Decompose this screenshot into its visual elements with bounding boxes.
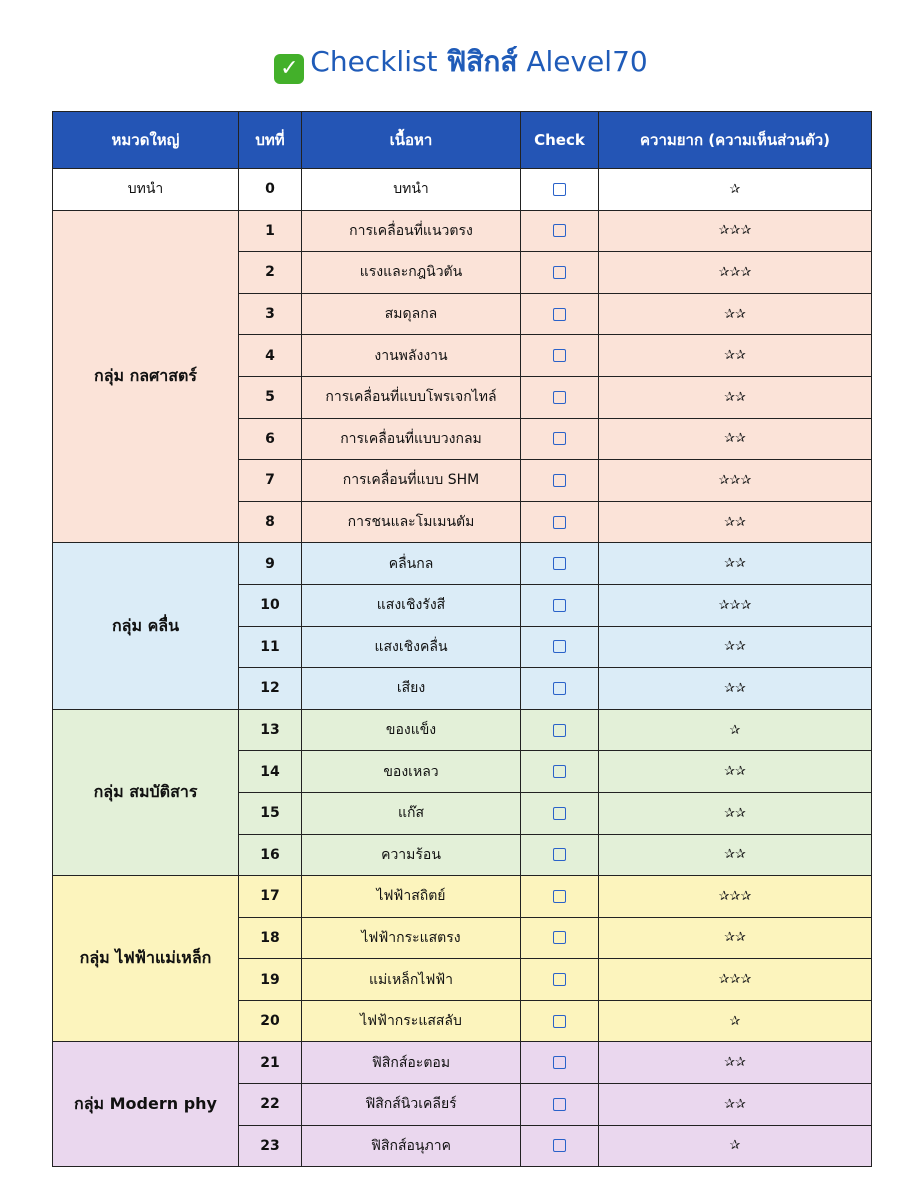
topic-name: บทนำ — [302, 169, 521, 211]
check-cell — [521, 834, 599, 876]
title-suffix: Alevel70 — [526, 45, 648, 78]
topic-name: การเคลื่อนที่แบบ SHM — [302, 460, 521, 502]
checkbox[interactable] — [553, 224, 566, 237]
chapter-number: 14 — [239, 751, 302, 793]
difficulty-stars: ✰✰ — [599, 293, 872, 335]
check-cell — [521, 293, 599, 335]
difficulty-stars: ✰✰✰ — [599, 460, 872, 502]
header-content: เนื้อหา — [302, 112, 521, 169]
chapter-number: 1 — [239, 210, 302, 252]
topic-name: สมดุลกล — [302, 293, 521, 335]
checkbox[interactable] — [553, 1015, 566, 1028]
check-mark-icon: ✓ — [274, 54, 304, 84]
table-row — [53, 169, 872, 211]
topic-name: แรงและกฎนิวตัน — [302, 252, 521, 294]
difficulty-stars: ✰ — [599, 169, 872, 211]
chapter-number: 15 — [239, 792, 302, 834]
check-cell — [521, 959, 599, 1001]
chapter-number: 18 — [239, 917, 302, 959]
check-cell — [521, 210, 599, 252]
group-name: กลุ่ม กลศาสตร์ — [53, 210, 239, 543]
chapter-number: 21 — [239, 1042, 302, 1084]
check-cell — [521, 418, 599, 460]
chapter-number: 23 — [239, 1125, 302, 1167]
topic-name: ความร้อน — [302, 834, 521, 876]
topic-name: แสงเชิงรังสี — [302, 584, 521, 626]
topic-name: ไฟฟ้ากระแสตรง — [302, 917, 521, 959]
difficulty-stars: ✰✰ — [599, 917, 872, 959]
check-cell — [521, 1125, 599, 1167]
topic-name: การเคลื่อนที่แนวตรง — [302, 210, 521, 252]
chapter-number: 20 — [239, 1000, 302, 1042]
difficulty-stars: ✰✰✰ — [599, 210, 872, 252]
difficulty-stars: ✰✰ — [599, 751, 872, 793]
chapter-number: 0 — [239, 169, 302, 211]
checkbox[interactable] — [553, 183, 566, 196]
checkbox[interactable] — [553, 765, 566, 778]
table-row — [53, 210, 872, 252]
chapter-number: 13 — [239, 709, 302, 751]
difficulty-stars: ✰✰ — [599, 376, 872, 418]
difficulty-stars: ✰ — [599, 709, 872, 751]
difficulty-stars: ✰✰ — [599, 792, 872, 834]
checkbox[interactable] — [553, 682, 566, 695]
difficulty-stars: ✰✰ — [599, 1042, 872, 1084]
chapter-number: 12 — [239, 668, 302, 710]
check-cell — [521, 668, 599, 710]
topic-name: แก๊ส — [302, 792, 521, 834]
difficulty-stars: ✰✰ — [599, 626, 872, 668]
check-cell — [521, 1042, 599, 1084]
checkbox[interactable] — [553, 1139, 566, 1152]
check-cell — [521, 751, 599, 793]
check-cell — [521, 1084, 599, 1126]
checkbox[interactable] — [553, 1056, 566, 1069]
chapter-number: 10 — [239, 584, 302, 626]
check-cell — [521, 543, 599, 585]
checkbox[interactable] — [553, 931, 566, 944]
header-difficulty: ความยาก (ความเห็นส่วนตัว) — [599, 112, 872, 169]
chapter-number: 19 — [239, 959, 302, 1001]
checkbox[interactable] — [553, 640, 566, 653]
table-body — [53, 169, 872, 1167]
checkbox[interactable] — [553, 890, 566, 903]
checkbox[interactable] — [553, 308, 566, 321]
difficulty-stars: ✰✰ — [599, 501, 872, 543]
chapter-number: 7 — [239, 460, 302, 502]
table-row — [53, 876, 872, 918]
checkbox[interactable] — [553, 516, 566, 529]
checkbox[interactable] — [553, 1098, 566, 1111]
check-cell — [521, 376, 599, 418]
topic-name: ฟิสิกส์อะตอม — [302, 1042, 521, 1084]
chapter-number: 17 — [239, 876, 302, 918]
topic-name: งานพลังงาน — [302, 335, 521, 377]
difficulty-stars: ✰✰✰ — [599, 252, 872, 294]
topic-name: การเคลื่อนที่แบบโพรเจกไทล์ — [302, 376, 521, 418]
checkbox[interactable] — [553, 848, 566, 861]
checkbox[interactable] — [553, 432, 566, 445]
chapter-number: 11 — [239, 626, 302, 668]
title-prefix: Checklist — [310, 45, 438, 78]
header-check: Check — [521, 112, 599, 169]
chapter-number: 5 — [239, 376, 302, 418]
difficulty-stars: ✰✰ — [599, 543, 872, 585]
topic-name: ของเหลว — [302, 751, 521, 793]
checkbox[interactable] — [553, 349, 566, 362]
difficulty-stars: ✰ — [599, 1125, 872, 1167]
chapter-number: 4 — [239, 335, 302, 377]
group-name: กลุ่ม สมบัติสาร — [53, 709, 239, 875]
difficulty-stars: ✰ — [599, 1000, 872, 1042]
topic-name: ไฟฟ้าสถิตย์ — [302, 876, 521, 918]
check-cell — [521, 709, 599, 751]
header-category: หมวดใหญ่ — [53, 112, 239, 169]
check-cell — [521, 792, 599, 834]
check-cell — [521, 1000, 599, 1042]
difficulty-stars: ✰✰ — [599, 335, 872, 377]
topic-name: ฟิสิกส์อนุภาค — [302, 1125, 521, 1167]
header-chapter: บทที่ — [239, 112, 302, 169]
topic-name: แม่เหล็กไฟฟ้า — [302, 959, 521, 1001]
table-header-row — [53, 112, 872, 169]
difficulty-stars: ✰✰✰ — [599, 876, 872, 918]
difficulty-stars: ✰✰✰ — [599, 959, 872, 1001]
chapter-number: 8 — [239, 501, 302, 543]
check-cell — [521, 917, 599, 959]
checkbox[interactable] — [553, 599, 566, 612]
checkbox[interactable] — [553, 266, 566, 279]
chapter-number: 6 — [239, 418, 302, 460]
topic-name: ไฟฟ้ากระแสสลับ — [302, 1000, 521, 1042]
difficulty-stars: ✰✰✰ — [599, 584, 872, 626]
topic-name: คลื่นกล — [302, 543, 521, 585]
group-name: กลุ่ม ไฟฟ้าแม่เหล็ก — [53, 876, 239, 1042]
checkbox[interactable] — [553, 973, 566, 986]
check-cell — [521, 252, 599, 294]
title-thai: ฟิสิกส์ — [446, 45, 518, 78]
checkbox[interactable] — [553, 807, 566, 820]
checkbox[interactable] — [553, 557, 566, 570]
topic-name: เสียง — [302, 668, 521, 710]
topic-name: การชนและโมเมนตัม — [302, 501, 521, 543]
group-name: กลุ่ม คลื่น — [53, 543, 239, 709]
check-cell — [521, 460, 599, 502]
group-name: กลุ่ม Modern phy — [53, 1042, 239, 1167]
page-title — [0, 40, 922, 84]
table-row — [53, 709, 872, 751]
check-cell — [521, 169, 599, 211]
checkbox[interactable] — [553, 391, 566, 404]
check-cell — [521, 501, 599, 543]
group-name: บทนำ — [53, 169, 239, 211]
topic-name: แสงเชิงคลื่น — [302, 626, 521, 668]
chapter-number: 22 — [239, 1084, 302, 1126]
chapter-number: 16 — [239, 834, 302, 876]
difficulty-stars: ✰✰ — [599, 668, 872, 710]
topic-name: ฟิสิกส์นิวเคลียร์ — [302, 1084, 521, 1126]
check-cell — [521, 584, 599, 626]
chapter-number: 9 — [239, 543, 302, 585]
topic-name: ของแข็ง — [302, 709, 521, 751]
difficulty-stars: ✰✰ — [599, 834, 872, 876]
check-cell — [521, 335, 599, 377]
table-row — [53, 543, 872, 585]
check-cell — [521, 626, 599, 668]
checkbox[interactable] — [553, 724, 566, 737]
difficulty-stars: ✰✰ — [599, 418, 872, 460]
check-cell — [521, 876, 599, 918]
difficulty-stars: ✰✰ — [599, 1084, 872, 1126]
checklist-table — [52, 111, 872, 1167]
chapter-number: 2 — [239, 252, 302, 294]
checkbox[interactable] — [553, 474, 566, 487]
table-row — [53, 1042, 872, 1084]
chapter-number: 3 — [239, 293, 302, 335]
topic-name: การเคลื่อนที่แบบวงกลม — [302, 418, 521, 460]
